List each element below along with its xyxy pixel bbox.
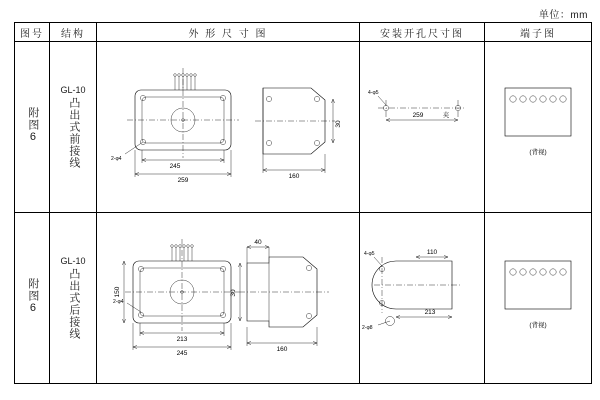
table-row [15, 213, 592, 384]
header-col-term: 端子图 [485, 23, 592, 42]
row2-outline-cell [97, 213, 360, 384]
row1-terminal-cell [485, 42, 592, 213]
row2-mount-dim-phi8: 2-φ8 [362, 325, 373, 331]
row2-mount-drawing [360, 213, 484, 383]
row1-dim-hole: 2-φ4 [111, 156, 122, 162]
row1-model-label: GL-10 [60, 85, 86, 95]
row2-model-label: GL-10 [60, 256, 86, 266]
row2-num-cell [15, 213, 50, 384]
row1-mount-dim-holes: 4-φ5 [368, 90, 379, 96]
row1-dim-259: 259 [177, 177, 189, 184]
row1-struct-cell [50, 42, 97, 213]
row1-dim-160: 160 [288, 173, 300, 180]
table-header-row [15, 23, 592, 42]
header-col-mount: 安装开孔尺寸图 [360, 23, 485, 42]
unit-note: 单位：mm [538, 10, 588, 21]
row2-mount-dim-213: 213 [424, 309, 436, 316]
row2-mount-dim-holes: 4-φ5 [364, 251, 375, 257]
row2-dim-40: 40 [254, 239, 262, 246]
row1-num-label: 附图6 [26, 107, 39, 144]
row2-terminal-drawing [485, 213, 591, 383]
row2-terminal-cell [485, 213, 592, 384]
row1-mount-dim-259: 259 [412, 112, 424, 119]
row2-dim-160: 160 [276, 346, 288, 353]
row1-mount-drawing [360, 42, 484, 212]
row2-dim-height: 150 [114, 286, 121, 298]
header-col-num: 图号 [15, 23, 50, 42]
header-col-struct: 结构 [50, 23, 97, 42]
row1-mount-dim-note: 夹 [442, 112, 450, 119]
row2-outline-drawing [97, 213, 359, 383]
row2-dim-245: 245 [176, 350, 188, 357]
header-col-outline: 外 形 尺 寸 图 [97, 23, 360, 42]
row2-dim-213: 213 [176, 336, 188, 343]
row1-mount-cell [360, 42, 485, 213]
table-row [15, 42, 592, 213]
row2-dim-30: 30 [230, 289, 237, 297]
row1-num-cell [15, 42, 50, 213]
row1-outline-drawing [97, 42, 359, 212]
row1-dim-245: 245 [169, 163, 181, 170]
row1-terminal-note: (背视) [529, 149, 547, 156]
row2-terminal-note: (背视) [529, 322, 547, 329]
dimension-table [14, 22, 592, 384]
row1-terminal-drawing [485, 42, 591, 212]
row2-dim-hole: 2-φ4 [113, 299, 124, 305]
row1-outline-cell [97, 42, 360, 213]
row2-struct-cell [50, 213, 97, 384]
row2-mount-dim-110: 110 [426, 249, 438, 256]
row2-struct-label: 凸出式后接线 [67, 268, 80, 340]
row2-mount-cell [360, 213, 485, 384]
row1-struct-label: 凸出式前接线 [67, 97, 80, 169]
row1-dim-height: 30 [335, 120, 342, 128]
row2-num-label: 附图6 [26, 278, 39, 315]
